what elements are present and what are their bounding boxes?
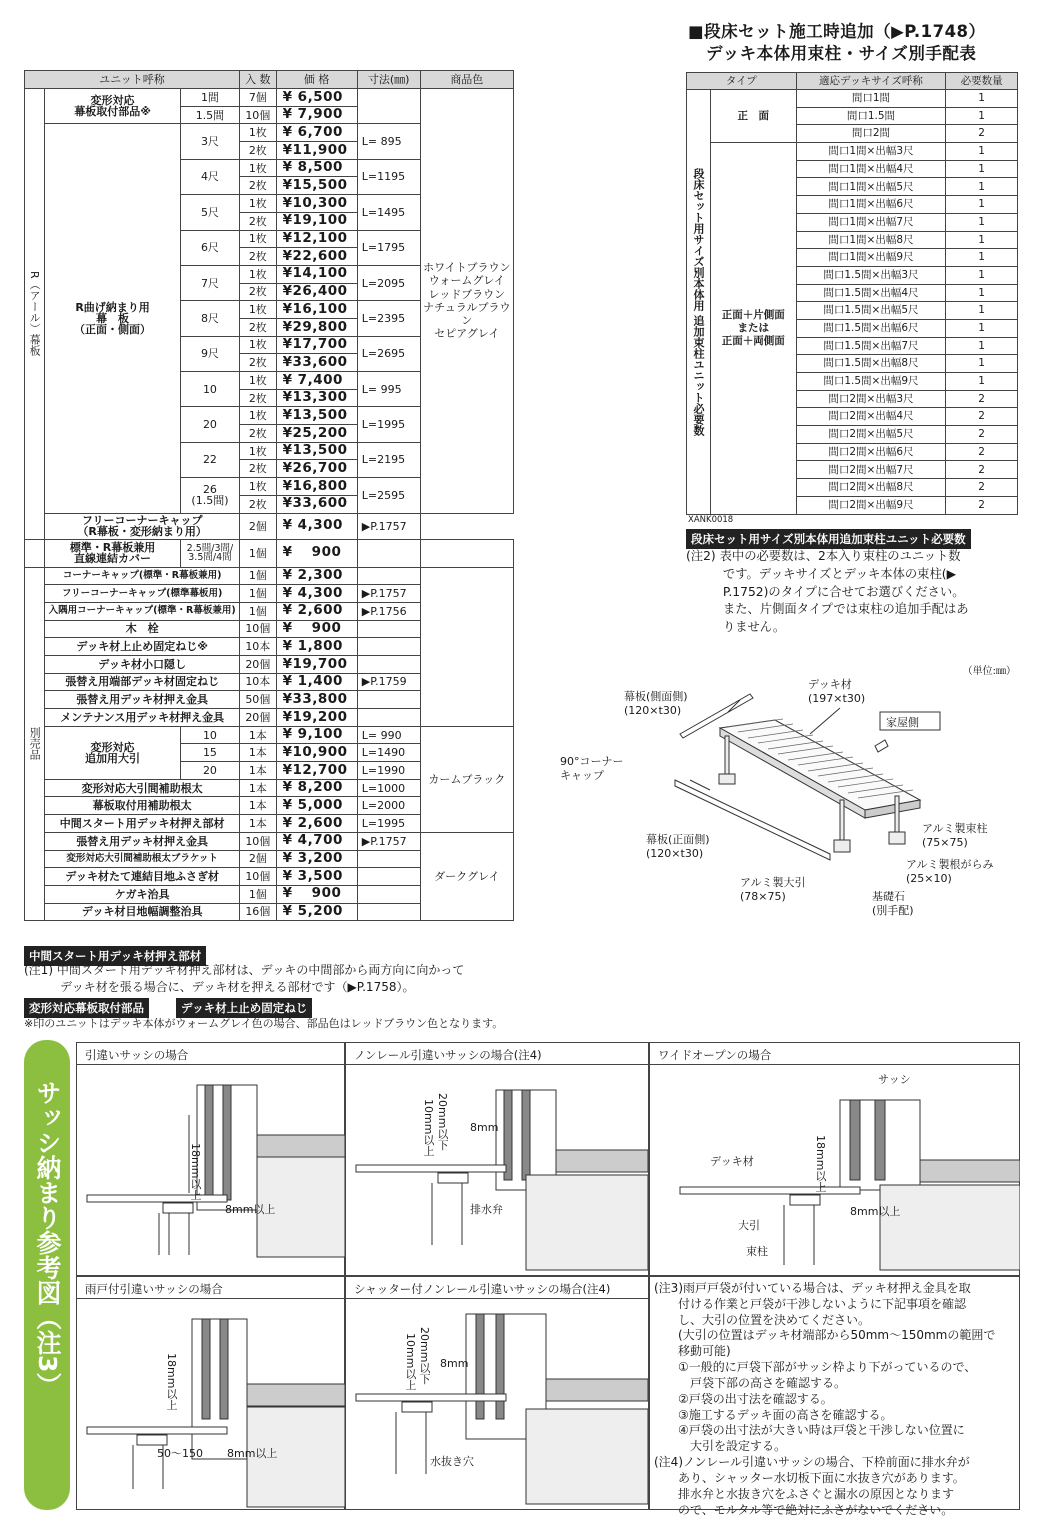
sep3-row-price: ¥ 3,500 xyxy=(276,868,357,886)
hen-beam-qty: 1本 xyxy=(240,726,277,744)
sep-row-price: ¥ 1,800 xyxy=(276,638,357,656)
color-r: ホワイトブラウン ウォームグレイ レッドブラウン ナチュラルブラウン セピアグレイ xyxy=(420,89,513,514)
need-size: 間口2間×出幅6尺 xyxy=(796,443,946,461)
r-row-sub: 1.5間 xyxy=(180,106,239,124)
need-side: 正面＋片側面 または 正面＋両側面 xyxy=(710,143,796,514)
r-size-length: L=2595 xyxy=(357,478,420,513)
lbl-stone: 基礎石 (別手配) xyxy=(872,890,914,918)
r-size-label: 4尺 xyxy=(180,159,239,194)
r-size-label: 26 (1.5間) xyxy=(180,478,239,513)
r-size-qty: 2枚 xyxy=(240,248,277,266)
p3-d18: 18mm以上 xyxy=(814,1135,827,1193)
std-cover-cat xyxy=(25,539,45,567)
r-size-length: L=1995 xyxy=(357,407,420,442)
sep-row-ref: ▶P.1756 xyxy=(357,602,420,620)
r-size-length: L=1495 xyxy=(357,195,420,230)
r-size-qty: 1枚 xyxy=(240,407,277,425)
lbl-post: アルミ製束柱 (75×75) xyxy=(922,822,988,850)
header-unit: ユニット呼称 xyxy=(25,71,240,89)
sep-row-ref xyxy=(357,691,420,709)
p4-range: 50〜150 xyxy=(157,1447,203,1460)
need-header-need: 必要数量 xyxy=(946,73,1018,90)
need-size: 間口2間×出幅8尺 xyxy=(796,479,946,497)
header-price: 価 格 xyxy=(276,71,357,89)
r-size-length: L=2195 xyxy=(357,442,420,477)
sep-row-price: ¥19,700 xyxy=(276,655,357,673)
panel-2-title: ノンレール引違いサッシの場合(注4) xyxy=(346,1043,648,1065)
r-size-qty: 2枚 xyxy=(240,354,277,372)
panel-4 xyxy=(76,1276,345,1510)
r-size-qty: 2枚 xyxy=(240,389,277,407)
sep-row-name: 張替え用端部デッキ材固定ねじ xyxy=(45,673,240,691)
r-size-label: 10 xyxy=(180,372,239,407)
need-count: 1 xyxy=(946,373,1018,391)
sep3-row-ref xyxy=(357,850,420,868)
hen-beam-sub: 15 xyxy=(180,744,239,762)
p4-d18: 18mm以上 xyxy=(165,1353,178,1411)
r-size-price: ¥25,200 xyxy=(276,425,357,443)
sep2-row-name: 変形対応大引間補助根太 xyxy=(45,779,240,797)
sep3-row-price: ¥ 4,700 xyxy=(276,832,357,850)
r-size-qty: 1枚 xyxy=(240,159,277,177)
r-size-label: 8尺 xyxy=(180,301,239,336)
p4-d8: 8mm以上 xyxy=(227,1447,278,1460)
need-size: 間口1間×出幅4尺 xyxy=(796,160,946,178)
panel-3-title: ワイドオープンの場合 xyxy=(650,1043,1019,1065)
r-size-qty: 1枚 xyxy=(240,372,277,390)
p1-d8: 8mm以上 xyxy=(225,1203,276,1216)
r-size-qty: 2枚 xyxy=(240,283,277,301)
sep2-row-length: L=1995 xyxy=(357,815,420,833)
sep-row-qty: 50個 xyxy=(240,691,277,709)
right-title-line1: ■段床セット施工時追加（▶P.1748） xyxy=(688,22,986,41)
r-size-price: ¥19,100 xyxy=(276,212,357,230)
hen-beam-name: 変形対応 追加用大引 xyxy=(45,726,181,779)
std-cover-name: 標準・R幕板兼用 直線連結カバー xyxy=(45,539,181,567)
sep-row-price: ¥33,800 xyxy=(276,691,357,709)
sep-row-ref xyxy=(357,567,420,585)
p3-sash: サッシ xyxy=(878,1073,911,1086)
need-size: 間口2間×出幅5尺 xyxy=(796,426,946,444)
r-size-qty: 1枚 xyxy=(240,478,277,496)
r-size-qty: 2枚 xyxy=(240,142,277,160)
std-cover-price: ¥ 900 xyxy=(276,539,357,567)
code-label: XANK0018 xyxy=(688,515,734,525)
header-qty: 入 数 xyxy=(240,71,277,89)
p5-d20: 20mm以下 xyxy=(418,1327,431,1385)
note-1: (注1) 中間スタート用デッキ材押え部材は、デッキの中間部から両方向に向かって デッキ材を張る場合に、デッキ材を押える部材です（▶P.1758）。 xyxy=(24,963,465,995)
panel-5 xyxy=(345,1276,649,1510)
sep-row-ref xyxy=(357,655,420,673)
need-size: 間口1.5間×出幅3尺 xyxy=(796,266,946,284)
need-count: 1 xyxy=(946,266,1018,284)
sep2-row-price: ¥ 8,200 xyxy=(276,779,357,797)
need-count: 1 xyxy=(946,90,1018,108)
panel-6 xyxy=(649,1276,1020,1517)
r-size-price: ¥15,500 xyxy=(276,177,357,195)
sep3-row-name: デッキ材たて連結目地ふさぎ材 xyxy=(45,868,240,886)
sep-row-price: ¥ 1,400 xyxy=(276,673,357,691)
lbl-house: 家屋側 xyxy=(886,716,919,729)
sep3-row-qty: 10個 xyxy=(240,832,277,850)
sep-row-qty: 10個 xyxy=(240,620,277,638)
r-size-length: L=2095 xyxy=(357,265,420,300)
sep3-row-qty: 10個 xyxy=(240,868,277,886)
free-corner-r-price: ¥ 4,300 xyxy=(276,513,357,539)
need-count: 1 xyxy=(946,107,1018,125)
sep-row-price: ¥ 2,600 xyxy=(276,602,357,620)
r-size-price: ¥22,600 xyxy=(276,248,357,266)
panel-2 xyxy=(345,1042,649,1276)
category-r: R（アール）幕板 xyxy=(25,89,45,540)
r-size-qty: 2枚 xyxy=(240,460,277,478)
r-size-qty: 1枚 xyxy=(240,301,277,319)
header-color: 商品色 xyxy=(420,71,513,89)
r-size-label: 5尺 xyxy=(180,195,239,230)
arrow-icon xyxy=(875,740,888,752)
need-count: 1 xyxy=(946,337,1018,355)
r-size-qty: 2枚 xyxy=(240,425,277,443)
lbl-corner: 90°コーナー キャップ xyxy=(560,755,624,783)
r-size-qty: 2枚 xyxy=(240,212,277,230)
need-size: 間口1間×出幅3尺 xyxy=(796,143,946,161)
r-size-price: ¥ 6,700 xyxy=(276,124,357,142)
r-size-price: ¥ 7,400 xyxy=(276,372,357,390)
need-count: 1 xyxy=(946,319,1018,337)
need-count: 2 xyxy=(946,443,1018,461)
std-cover-size xyxy=(357,539,420,567)
need-size: 間口2間×出幅3尺 xyxy=(796,390,946,408)
sep2-row-price: ¥ 2,600 xyxy=(276,815,357,833)
sep3-row-price: ¥ 900 xyxy=(276,885,357,903)
sep3-row-name: ケガキ治具 xyxy=(45,885,240,903)
r-size-length: L=2395 xyxy=(357,301,420,336)
hen-beam-qty: 1本 xyxy=(240,762,277,780)
need-size: 間口2間×出幅4尺 xyxy=(796,408,946,426)
need-front: 正 面 xyxy=(710,90,796,143)
panel-1-title: 引違いサッシの場合 xyxy=(77,1043,344,1065)
need-count: 1 xyxy=(946,302,1018,320)
r-size-price: ¥26,700 xyxy=(276,460,357,478)
r-size-price: ¥26,400 xyxy=(276,283,357,301)
p2-d8: 8mm xyxy=(470,1121,499,1134)
hen-beam-sub: 10 xyxy=(180,726,239,744)
unit-mm: （単位:㎜） xyxy=(962,666,1016,677)
need-count: 2 xyxy=(946,125,1018,143)
mid-label-bar: 中間スタート用デッキ材押え部材 xyxy=(24,946,206,966)
need-size: 間口1間×出幅7尺 xyxy=(796,213,946,231)
need-size: 間口1間×出幅8尺 xyxy=(796,231,946,249)
p5-d10: 10mm以上 xyxy=(404,1333,417,1391)
r-size-label: 7尺 xyxy=(180,265,239,300)
need-size: 間口1.5間×出幅4尺 xyxy=(796,284,946,302)
sep3-row-ref xyxy=(357,903,420,921)
r-size-length: L=2695 xyxy=(357,336,420,371)
std-cover-qty: 1個 xyxy=(240,539,277,567)
price-table xyxy=(24,70,514,921)
r-size-price: ¥14,100 xyxy=(276,265,357,283)
p3-post: 束柱 xyxy=(746,1245,768,1258)
sep-row-ref xyxy=(357,620,420,638)
p2-d10: 10mm以上 xyxy=(422,1099,435,1157)
need-size: 間口1.5間×出幅6尺 xyxy=(796,319,946,337)
r-size-price: ¥12,100 xyxy=(276,230,357,248)
need-count: 1 xyxy=(946,355,1018,373)
need-count: 1 xyxy=(946,231,1018,249)
panel-1 xyxy=(76,1042,345,1276)
need-size: 間口2間×出幅7尺 xyxy=(796,461,946,479)
p3-d8: 8mm以上 xyxy=(850,1205,901,1218)
sep-row-ref: ▶P.1757 xyxy=(357,585,420,603)
label-bar-a: 変形対応幕板取付部品 xyxy=(24,998,149,1018)
r-size-label: 9尺 xyxy=(180,336,239,371)
sep2-row-price: ¥ 5,000 xyxy=(276,797,357,815)
r-size-label: 3尺 xyxy=(180,124,239,159)
sep-row-name: デッキ材小口隠し xyxy=(45,655,240,673)
sash-title: サッシ納まり参考図（注3） xyxy=(33,1080,62,1398)
r-row-qty: 10個 xyxy=(240,106,277,124)
r-size-price: ¥33,600 xyxy=(276,495,357,513)
r-size-qty: 1枚 xyxy=(240,124,277,142)
sep2-row-qty: 1本 xyxy=(240,779,277,797)
std-cover-color xyxy=(420,539,513,567)
sep-row-qty: 10本 xyxy=(240,638,277,656)
sep3-row-qty: 16個 xyxy=(240,903,277,921)
sep-row-name: 入隅用コーナーキャップ(標準・R幕板兼用) xyxy=(45,602,240,620)
sep-row-ref xyxy=(357,709,420,727)
sep3-row-price: ¥ 3,200 xyxy=(276,850,357,868)
need-size: 間口1間×出幅6尺 xyxy=(796,196,946,214)
r-size-price: ¥29,800 xyxy=(276,318,357,336)
sep3-row-name: 張替え用デッキ材押え金具 xyxy=(45,832,240,850)
r-size-qty: 1枚 xyxy=(240,265,277,283)
need-size: 間口1.5間 xyxy=(796,107,946,125)
sep2-row-length: L=2000 xyxy=(357,797,420,815)
sep-row-name: メンテナンス用デッキ材押え金具 xyxy=(45,709,240,727)
lbl-deck: デッキ材 (197×t30) xyxy=(808,678,866,706)
need-table xyxy=(686,72,1018,515)
r-row-name: 変形対応 幕板取付部品※ xyxy=(45,89,181,124)
need-count: 1 xyxy=(946,196,1018,214)
need-count: 1 xyxy=(946,143,1018,161)
r-size-qty: 1枚 xyxy=(240,442,277,460)
r-row-sub: 1間 xyxy=(180,89,239,107)
hen-beam-price: ¥12,700 xyxy=(276,762,357,780)
sep3-row-ref xyxy=(357,868,420,886)
r-row-qty: 7個 xyxy=(240,89,277,107)
hen-beam-length: L= 990 xyxy=(357,726,420,744)
need-count: 1 xyxy=(946,160,1018,178)
lbl-beam: アルミ製大引 (78×75) xyxy=(740,876,806,904)
hen-beam-price: ¥10,900 xyxy=(276,744,357,762)
r-size-length: L= 895 xyxy=(357,124,420,159)
need-header-size: 適応デッキサイズ呼称 xyxy=(796,73,946,90)
sep3-row-name: デッキ材目地幅調整治具 xyxy=(45,903,240,921)
sep2-row-name: 幕板取付用補助根太 xyxy=(45,797,240,815)
category-sep: 別売品 xyxy=(25,567,45,921)
r-size-qty: 1枚 xyxy=(240,230,277,248)
need-count: 2 xyxy=(946,390,1018,408)
r-size-price: ¥11,900 xyxy=(276,142,357,160)
sep-row-qty: 1個 xyxy=(240,585,277,603)
r-size-qty: 2枚 xyxy=(240,495,277,513)
sep-row-price: ¥ 900 xyxy=(276,620,357,638)
r-size-price: ¥13,500 xyxy=(276,407,357,425)
r-row-price: ¥ 6,500 xyxy=(276,89,357,107)
sep2-row-qty: 1本 xyxy=(240,815,277,833)
r-size-label: 6尺 xyxy=(180,230,239,265)
p3-deck: デッキ材 xyxy=(710,1155,754,1168)
lbl-joist: アルミ製根がらみ (25×10) xyxy=(906,858,994,886)
sep-row-ref: ▶P.1759 xyxy=(357,673,420,691)
color-calm: カームブラック xyxy=(420,726,513,832)
note-2: (注2) 表中の必要数は、2本入り束柱のユニット数 です。デッキサイズとデッキ本体の束柱(▶ P.1752)のタイプに合せてお選びください。 また、片側面タイプでは束柱の追加手配はあ りません。 xyxy=(686,549,969,635)
sep2-row-name: 中間スタート用デッキ材押え部材 xyxy=(45,815,240,833)
need-size: 間口1間 xyxy=(796,90,946,108)
p5-hole: 水抜き穴 xyxy=(430,1455,474,1468)
p3-beam: 大引 xyxy=(738,1219,760,1232)
need-count: 2 xyxy=(946,479,1018,497)
r-group-name: R曲げ納まり用 幕 板 （正面・側面） xyxy=(45,124,181,513)
need-size: 間口1.5間×出幅7尺 xyxy=(796,337,946,355)
r-size-price: ¥13,300 xyxy=(276,389,357,407)
need-size: 間口2間 xyxy=(796,125,946,143)
sep-row-price: ¥19,200 xyxy=(276,709,357,727)
sep-row-name: コーナーキャップ(標準・R幕板兼用) xyxy=(45,567,240,585)
free-corner-r-ref: ▶P.1757 xyxy=(357,513,420,539)
note-3-4: (注3)雨戸戸袋が付いている場合は、デッキ材押え金具を取 付ける作業と戸袋が干渉しないように下記事項を確認 し、大引の位置を決めてください。 (大引の位置はデッキ材端部から50mm〜150mmの範囲で 移動可能) ①一般的に戸袋下部がサッシ枠より下がっているので、 戸袋下部の高さを確認する。 ②戸袋の出寸法を確認する。 ③施工するデッキ面の高さを確認する。 ④戸袋の出寸法が大きい時は戸袋と干渉しない位置に 大引を設定する。 (注4)ノンレール引違いサッシの場合、下枠前面に排水弁が あり、シャッター水切板下面に水抜き穴があります。 排水弁と水抜き穴をふさぐと漏水の原因となります ので、モルタル等で絶対にふさがないでください。 xyxy=(654,1281,996,1517)
r-size-price: ¥ 8,500 xyxy=(276,159,357,177)
r-size-qty: 1枚 xyxy=(240,336,277,354)
lbl-front-board: 幕板(正面側) (120×t30) xyxy=(646,833,710,861)
r-size-price: ¥33,600 xyxy=(276,354,357,372)
free-corner-r-qty: 2個 xyxy=(240,513,277,539)
panel-3 xyxy=(649,1042,1020,1276)
hen-beam-length: L=1990 xyxy=(357,762,420,780)
r-size-price: ¥17,700 xyxy=(276,336,357,354)
need-size: 間口1間×出幅9尺 xyxy=(796,249,946,267)
p5-d8: 8mm xyxy=(440,1357,469,1370)
r-size-length: L=1795 xyxy=(357,230,420,265)
need-count: 2 xyxy=(946,408,1018,426)
sep-row-qty: 1個 xyxy=(240,567,277,585)
r-size-label: 22 xyxy=(180,442,239,477)
sep-row-name: デッキ材上止め固定ねじ※ xyxy=(45,638,240,656)
sep3-row-qty: 2個 xyxy=(240,850,277,868)
free-corner-r-name: フリーコーナーキャップ （R幕板・変形納まり用） xyxy=(45,513,240,539)
need-size: 間口1.5間×出幅8尺 xyxy=(796,355,946,373)
r-row-size xyxy=(357,89,420,124)
need-count: 1 xyxy=(946,249,1018,267)
hen-beam-price: ¥ 9,100 xyxy=(276,726,357,744)
sep-row-price: ¥ 2,300 xyxy=(276,567,357,585)
need-size: 間口1.5間×出幅9尺 xyxy=(796,373,946,391)
sash-band xyxy=(24,1040,70,1510)
need-size: 間口1間×出幅5尺 xyxy=(796,178,946,196)
r-size-qty: 2枚 xyxy=(240,318,277,336)
sep3-row-qty: 1個 xyxy=(240,885,277,903)
sep-row-qty: 10本 xyxy=(240,673,277,691)
panel-4-title: 雨戸付引違いサッシの場合 xyxy=(77,1277,344,1299)
need-count: 1 xyxy=(946,284,1018,302)
hen-beam-sub: 20 xyxy=(180,762,239,780)
need-count: 2 xyxy=(946,426,1018,444)
std-cover-sub: 2.5間/3間/ 3.5間/4間 xyxy=(180,539,239,567)
r-size-price: ¥10,300 xyxy=(276,195,357,213)
sep3-row-name: 変形対応大引間補助根太ブラケット xyxy=(45,850,240,868)
need-size: 間口1.5間×出幅5尺 xyxy=(796,302,946,320)
r-size-label: 20 xyxy=(180,407,239,442)
p1-d18: 18mm以上 xyxy=(189,1143,202,1201)
r-size-price: ¥16,100 xyxy=(276,301,357,319)
need-count: 2 xyxy=(946,461,1018,479)
sep-row-qty: 20個 xyxy=(240,709,277,727)
r-size-price: ¥16,800 xyxy=(276,478,357,496)
r-row-price: ¥ 7,900 xyxy=(276,106,357,124)
r-size-qty: 1枚 xyxy=(240,195,277,213)
sep2-row-qty: 1本 xyxy=(240,797,277,815)
sep3-row-ref xyxy=(357,885,420,903)
r-size-length: L= 995 xyxy=(357,372,420,407)
sep-row-price: ¥ 4,300 xyxy=(276,585,357,603)
right-title-line2: デッキ本体用束柱・サイズ別手配表 xyxy=(706,44,977,63)
header-size: 寸法(㎜) xyxy=(357,71,420,89)
panel-5-title: シャッター付ノンレール引違いサッシの場合(注4) xyxy=(346,1277,648,1299)
color-dark: ダークグレイ xyxy=(420,832,513,920)
need-count: 1 xyxy=(946,178,1018,196)
sep2-row-length: L=1000 xyxy=(357,779,420,797)
need-vertical: 段床セット用サイズ別本体用 追加束柱ユニット必要数 xyxy=(687,90,711,515)
p2-drain: 排水弁 xyxy=(470,1203,503,1216)
need-header-type: タイプ xyxy=(687,73,797,90)
hen-beam-length: L=1490 xyxy=(357,744,420,762)
hen-beam-qty: 1本 xyxy=(240,744,277,762)
sep-row-qty: 20個 xyxy=(240,655,277,673)
sep-row-name: フリーコーナーキャップ(標準幕板用) xyxy=(45,585,240,603)
sep3-row-ref: ▶P.1757 xyxy=(357,832,420,850)
sep-row-name: 木 栓 xyxy=(45,620,240,638)
r-size-length: L=1195 xyxy=(357,159,420,194)
p2-d20: 20mm以下 xyxy=(436,1093,449,1151)
sep-row-qty: 1個 xyxy=(240,602,277,620)
need-count: 1 xyxy=(946,213,1018,231)
need-label-bar: 段床セット用サイズ別本体用追加束柱ユニット必要数 xyxy=(686,529,971,549)
sep-row-name: 張替え用デッキ材押え金具 xyxy=(45,691,240,709)
need-size: 間口2間×出幅9尺 xyxy=(796,496,946,514)
r-size-price: ¥13,500 xyxy=(276,442,357,460)
sep-color-blank xyxy=(420,567,513,726)
sep3-row-price: ¥ 5,200 xyxy=(276,903,357,921)
sep-row-ref xyxy=(357,638,420,656)
note-star: ※印のユニットはデッキ本体がウォームグレイ色の場合、部品色はレッドブラウン色となります。 xyxy=(24,1017,504,1030)
r-size-qty: 2枚 xyxy=(240,177,277,195)
need-count: 2 xyxy=(946,496,1018,514)
lbl-side-board: 幕板(側面側) (120×t30) xyxy=(624,690,688,718)
label-bar-b: デッキ材上止め固定ねじ xyxy=(176,998,312,1018)
